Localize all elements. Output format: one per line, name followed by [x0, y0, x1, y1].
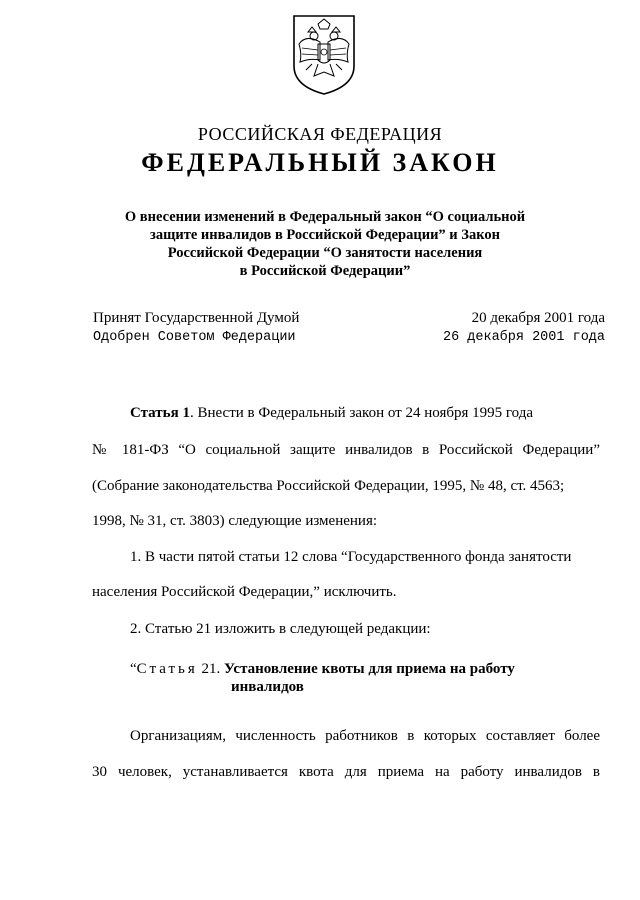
subject-line: О внесении изменений в Федеральный закон “О социальной	[124, 209, 526, 225]
item2-line: 2. Статью 21 изложить в следующей редакции:	[130, 621, 431, 637]
duma-label: Принят Государственной Думой	[93, 310, 300, 326]
article21-para-line2: 30 человек, устанавливается квота для приема на работу инвалидов в	[92, 764, 600, 780]
country-heading: РОССИЙСКАЯ ФЕДЕРАЦИЯ	[197, 124, 443, 144]
adoption-council-row	[93, 330, 605, 345]
article21-number: 21.	[197, 661, 221, 677]
article21-heading	[130, 660, 515, 696]
council-date: 26 декабря 2001 года	[442, 330, 605, 345]
article1-line1	[130, 405, 533, 422]
article21-title-line1: Установление квоты для приема на работу	[220, 661, 515, 677]
item1-line1: 1. В части пятой статьи 12 слова “Государственного фонда занятости	[130, 549, 572, 565]
article1-line2: № 181-ФЗ “О социальной защите инвалидов в Российской Федерации”	[92, 442, 600, 458]
document-type-title: ФЕДЕРАЛЬНЫЙ ЗАКОН	[141, 148, 499, 177]
item1-line2: населения Российской Федерации,” исключить.	[92, 584, 397, 600]
article1-line3: (Собрание законодательства Российской Федерации, 1995, № 48, ст. 4563;	[92, 478, 565, 494]
article21-title-line2: инвалидов	[231, 679, 304, 695]
subject-line: Российской Федерации “О занятости населения	[167, 245, 483, 261]
subject-line: защите инвалидов в Российской Федерации” и Закон	[150, 227, 500, 243]
law-subject	[95, 208, 555, 280]
coat-of-arms-emblem	[290, 14, 358, 96]
article21-label: Статья	[136, 661, 198, 677]
article1-line1-text: . Внести в Федеральный закон от 24 ноября 1995 года	[189, 405, 534, 421]
article21-para-line1: Организациям, численность работников в которых составляет более	[130, 728, 600, 744]
subject-line: в Российской Федерации”	[239, 263, 411, 279]
duma-date: 20 декабря 2001 года	[471, 310, 605, 326]
council-label: Одобрен Советом Федерации	[93, 330, 296, 345]
adoption-duma-row	[93, 310, 605, 327]
article1-line4: 1998, № 31, ст. 3803) следующие изменения:	[92, 513, 378, 529]
quote-mark: “	[130, 661, 137, 677]
article1-label: Статья 1	[130, 405, 190, 421]
